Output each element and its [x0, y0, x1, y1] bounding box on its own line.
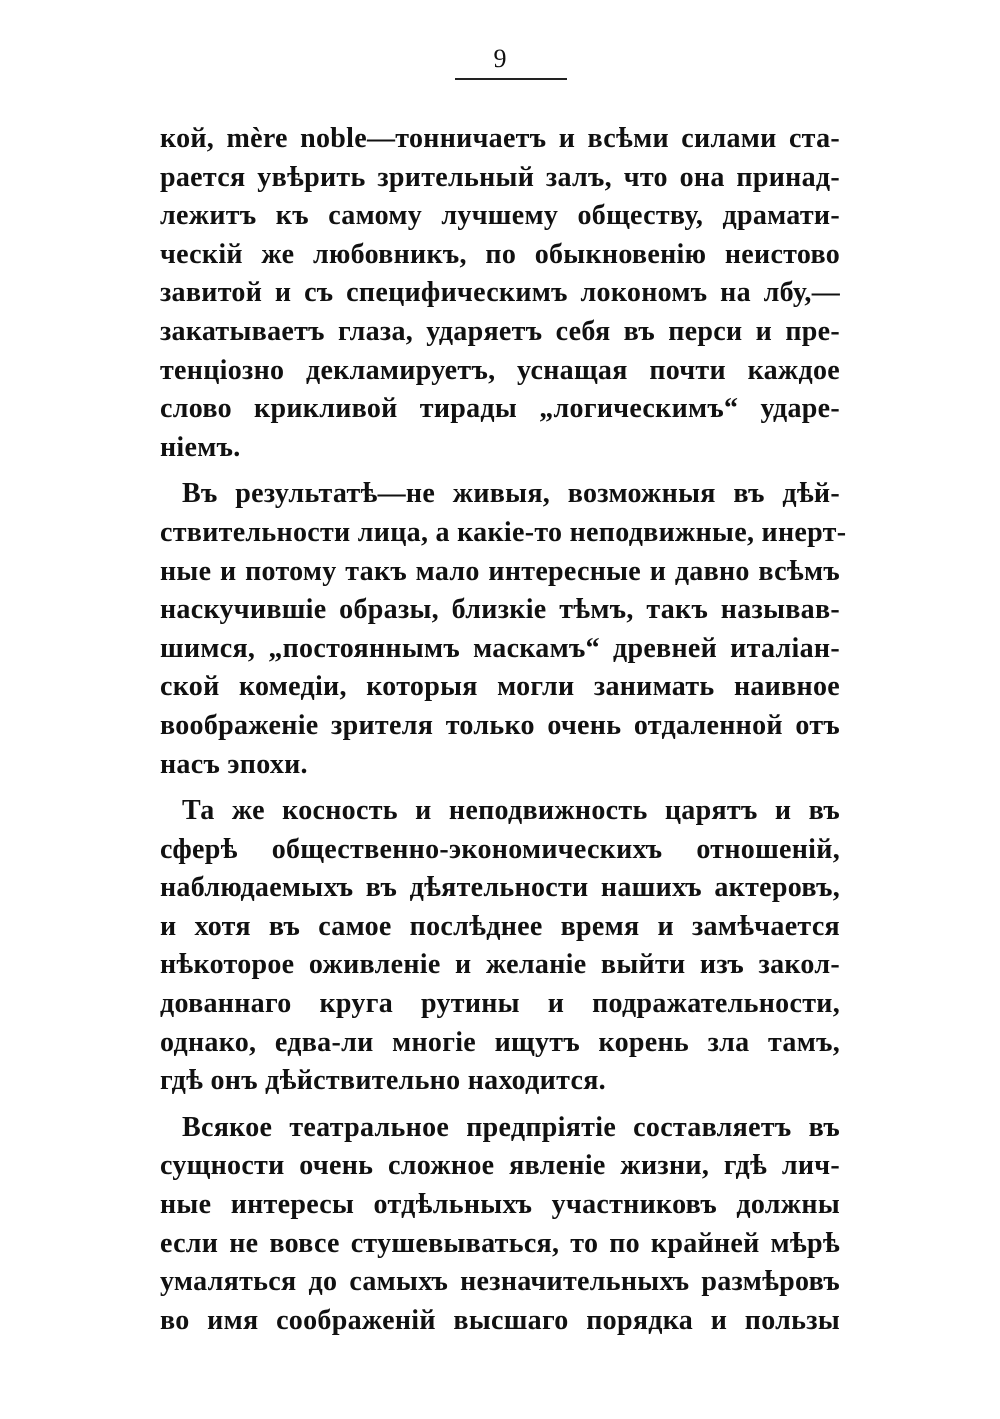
text-line: сферѣ общественно-экономическихъ отношеній, — [160, 833, 840, 865]
text-line: ніемъ. — [160, 431, 241, 463]
text-line: ные интересы отдѣльныхъ участниковъ должны — [160, 1189, 840, 1221]
text-line: дованнаго круга рутины и подражательности, — [160, 988, 840, 1020]
text-line: Въ результатѣ—не живыя, возможныя въ дѣй- — [182, 478, 840, 510]
paragraph — [160, 120, 840, 467]
text-line: кой, mère noble—тонничаетъ и всѣми силами ста- — [160, 123, 840, 154]
paragraph — [160, 792, 840, 1101]
text-line: наблюдаемыхъ въ дѣятельности нашихъ актеровъ, — [160, 872, 840, 904]
text-line: рается увѣрить зрительный залъ, что она принад- — [160, 161, 840, 193]
text-line: шимся, „постояннымъ маскамъ“ древней италіан- — [160, 632, 840, 664]
text-line: если не вовсе стушевываться, то по крайней мѣрѣ — [160, 1227, 840, 1259]
body-text — [160, 120, 847, 1348]
text-line: насъ эпохи. — [160, 748, 308, 780]
text-line: сущности очень сложное явленіе жизни, гдѣ лич- — [160, 1150, 840, 1182]
text-line: Всякое театральное предпріятіе составляетъ въ — [182, 1111, 840, 1143]
text-line: ской комедіи, которыя могли занимать наивное — [160, 671, 840, 703]
paragraph — [160, 475, 847, 784]
text-line: завитой и съ специфическимъ локономъ на лбу,— — [160, 277, 840, 309]
page-number: 9 — [493, 44, 507, 73]
text-line: однако, едва-ли многіе ищутъ корень зла тамъ, — [160, 1026, 840, 1058]
text-line: умаляться до самыхъ незначительныхъ размѣровъ — [160, 1266, 840, 1298]
text-line: и хотя въ самое послѣднее время и замѣчается — [160, 910, 840, 942]
text-line: закатываетъ глаза, ударяетъ себя въ перси и пре- — [160, 315, 840, 347]
text-line: ные и потому такъ мало интересные и давно всѣмъ — [160, 555, 840, 587]
header-rule — [455, 78, 567, 80]
text-line: во имя соображеній высшаго порядка и пользы — [160, 1304, 840, 1336]
text-line: ческій же любовникъ, по обыкновенію неистово — [160, 238, 840, 270]
paragraph — [160, 1109, 840, 1341]
text-line: воображеніе зрителя только очень отдаленной отъ — [160, 709, 840, 741]
text-line: ствительности лица, а какіе-то неподвижные, инерт- — [160, 516, 847, 548]
text-line: слово крикливой тирады „логическимъ“ ударе- — [160, 393, 840, 425]
text-line: нѣкоторое оживленіе и желаніе выйти изъ закол- — [160, 949, 840, 981]
text-line: тенціозно декламируетъ, уснащая почти каждое — [160, 354, 840, 386]
text-line: лежитъ къ самому лучшему обществу, драмати- — [160, 200, 840, 232]
text-line: гдѣ онъ дѣйствительно находится. — [160, 1065, 606, 1097]
text-line: наскучившіе образы, близкіе тѣмъ, такъ называв- — [160, 594, 840, 626]
text-line: Та же косность и неподвижность царятъ и въ — [182, 795, 840, 827]
